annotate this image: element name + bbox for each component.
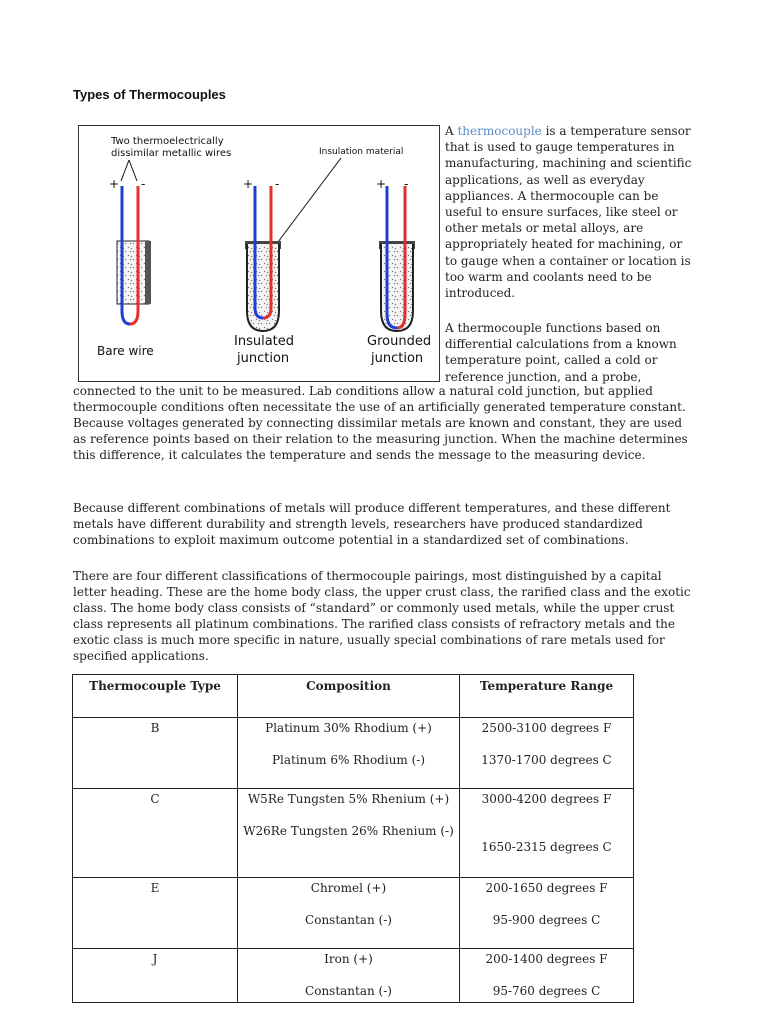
composition-negative: Platinum 6% Rhodium (-) [271,753,426,767]
intro-text: is a temperature sensor that is used to gauge temperatures in manufacturing, machining and scientific applications, as well as everyday appliances. A thermocouple can be useful to ensure surfaces, like steel or other metals or metal alloys, are appropriately heated for machining, or to gauge when a container or location is too warm and coolants need to be introduced. [445,124,692,301]
label-insulated-line1: Insulated [234,334,295,349]
composition-positive: Platinum 30% Rhodium (+) [265,721,432,735]
composition-cell [238,878,460,949]
temperature-f: 200-1400 degrees F [485,952,608,966]
label-grounded-line2: junction [371,351,424,366]
temperature-cell [460,949,634,1003]
intro-paragraph [445,123,695,301]
temperature-c: 1370-1700 degrees C [481,753,612,767]
bare-wire-probe [97,177,154,358]
label-bare-wire: Bare wire [97,344,154,358]
composition-negative: Constantan (-) [305,984,392,998]
type-cell: J [73,949,238,1003]
composition-cell [238,718,460,789]
page-title: Types of Thermocouples [73,87,226,102]
wires-pointer [121,160,137,181]
temperature-f: 3000-4200 degrees F [481,792,612,806]
composition-positive: Chromel (+) [310,881,387,895]
temperature-c: 95-900 degrees C [492,913,601,927]
classifications-paragraph: There are four different classifications of thermocouple pairings, most distinguished by a capital letter heading. These are the home body class, the upper crust class, the rarified class and the exotic class. The home body class consists of “standard” or commonly used metals, while the upper crust class represents all platinum combinations. The rarified class consists of refractory metals and the exotic class is much more specific in nature, usually special combinations of rare metals used for specified applications. [73,569,691,663]
type-cell: E [73,878,238,949]
bare-plus-sign: + [109,177,120,191]
type-cell: B [73,718,238,789]
temperature-c: 95-760 degrees C [492,984,601,998]
label-grounded-line1: Grounded [367,334,432,349]
composition-negative: W26Re Tungsten 26% Rhenium (-) [243,824,454,838]
function-paragraph-start: A thermocouple functions based on differential calculations from a known temperature point, called a cold or reference junction, and a probe, [445,321,677,384]
bare-minus-sign: - [141,177,146,191]
temperature-f: 2500-3100 degrees F [481,721,612,735]
insulation-pointer [269,158,341,254]
header-composition: Composition [238,675,460,718]
thermocouple-diagram [78,125,440,382]
composition-positive: W5Re Tungsten 5% Rhenium (+) [247,792,450,806]
header-type: Thermocouple Type [73,675,238,718]
thermocouple-diagram-svg [79,126,439,381]
grounded-junction-probe [367,177,431,366]
insulated-plus-sign: + [243,177,254,191]
grounded-plus-sign: + [376,177,387,191]
table-row [73,878,634,949]
combinations-paragraph: Because different combinations of metals will produce different temperatures, and these different metals have different durability and strength levels, researchers have produced standardized combinations to exploit maximum outcome potential in a standardized set of combinations. [73,501,671,547]
composition-negative: Constantan (-) [305,913,392,927]
label-wires-line1: Two thermoelectrically [111,136,224,147]
table-row [73,789,634,878]
insulated-junction-probe [234,177,294,366]
type-cell: C [73,789,238,878]
header-temperature: Temperature Range [460,675,634,718]
composition-positive: Iron (+) [324,952,373,966]
label-insulated-line2: junction [237,351,290,366]
temperature-cell [460,718,634,789]
temperature-c: 1650-2315 degrees C [481,840,612,854]
temperature-f: 200-1650 degrees F [485,881,608,895]
composition-cell [238,789,460,878]
function-paragraph-continued: connected to the unit to be measured. Lab conditions allow a natural cold junction, but applied thermocouple conditions often necessitate the use of an artificially generated temperature constant. Because voltages generated by connecting dissimilar metals are known and constant, they are used as reference points based on their relation to the measuring junction. When the machine determines this difference, it calculates the temperature and sends the message to the measuring device. [73,384,688,462]
table-row [73,718,634,789]
table-row [73,949,634,1003]
label-insulation: Insulation material [319,147,404,157]
thermocouple-table [72,674,634,1003]
insulated-minus-sign: - [275,177,280,191]
label-wires-line2: dissimilar metallic wires [111,148,232,159]
thermocouple-link[interactable]: thermocouple [457,124,542,138]
table-header-row [73,675,634,718]
grounded-minus-sign: - [404,177,409,191]
bare-block-edge [145,241,151,304]
composition-cell [238,949,460,1003]
temperature-cell [460,789,634,878]
intro-prefix: A [445,124,458,138]
temperature-cell [460,878,634,949]
